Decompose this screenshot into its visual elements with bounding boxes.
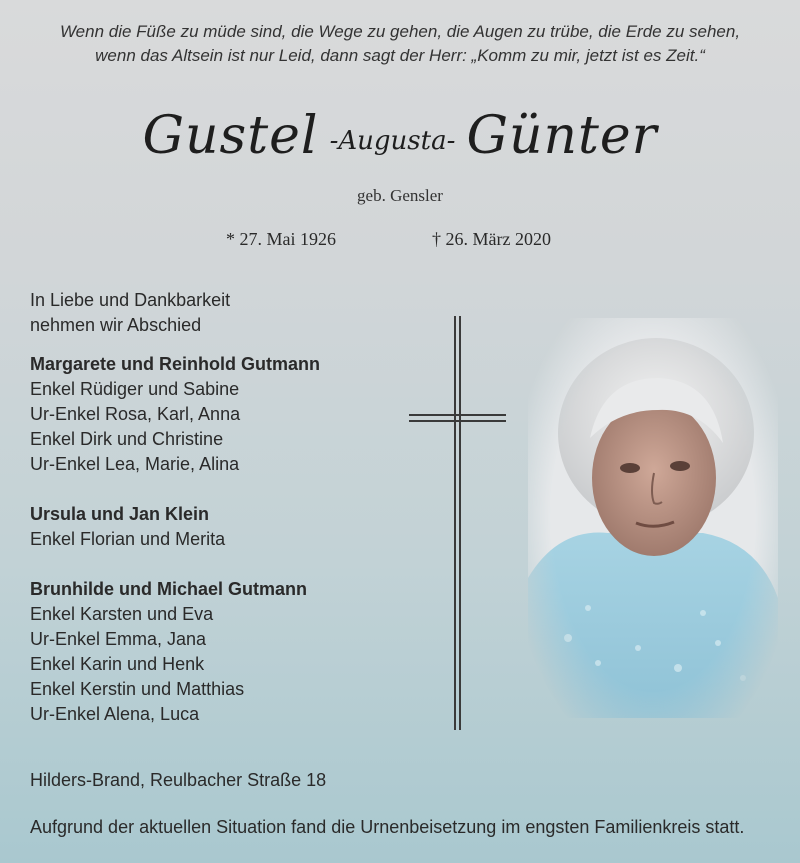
family-member: Enkel Dirk und Christine	[30, 429, 224, 449]
family-member: Enkel Florian und Merita	[30, 529, 226, 549]
burial-note: Aufgrund der aktuellen Situation fand die Urnenbeisetzung im engsten Familienkreis statt.	[30, 817, 745, 837]
family-member: Ur-Enkel Emma, Jana	[30, 629, 207, 649]
death-date: † 26. März 2020	[432, 229, 551, 249]
family-member: Ur-Enkel Rosa, Karl, Anna	[30, 404, 241, 424]
last-name: Günter	[466, 106, 658, 166]
family-member: Enkel Karin und Henk	[30, 654, 205, 674]
quote-line-1: Wenn die Füße zu müde sind, die Wege zu gehen, die Augen zu trübe, die Erde zu sehen,	[59, 22, 741, 41]
family-group-head: Brunhilde und Michael Gutmann	[30, 579, 308, 599]
portrait-photo	[528, 318, 778, 718]
quote-line-2: wenn das Altsein ist nur Leid, dann sagt der Herr: „Komm zu mir, jetzt ist es Zeit.“	[95, 46, 705, 65]
family-member: Enkel Rüdiger und Sabine	[30, 379, 240, 399]
family-member: Enkel Kerstin und Matthias	[30, 679, 245, 699]
family-list	[30, 288, 320, 727]
family-group-head: Ursula und Jan Klein	[30, 504, 210, 524]
intro-line-1: In Liebe und Dankbarkeit	[30, 290, 231, 310]
deceased-name	[0, 106, 800, 166]
middle-name: -Augusta-	[329, 126, 456, 156]
family-member: Enkel Karsten und Eva	[30, 604, 214, 624]
family-member: Ur-Enkel Alena, Luca	[30, 704, 200, 724]
birth-date: * 27. Mai 1926	[226, 229, 336, 249]
address: Hilders-Brand, Reulbacher Straße 18	[30, 770, 327, 790]
memorial-quote	[0, 20, 800, 68]
intro-line-2: nehmen wir Abschied	[30, 315, 202, 335]
first-name: Gustel	[142, 106, 319, 166]
family-member: Ur-Enkel Lea, Marie, Alina	[30, 454, 240, 474]
maiden-name: geb. Gensler	[357, 186, 443, 205]
family-group-head: Margarete und Reinhold Gutmann	[30, 354, 321, 374]
